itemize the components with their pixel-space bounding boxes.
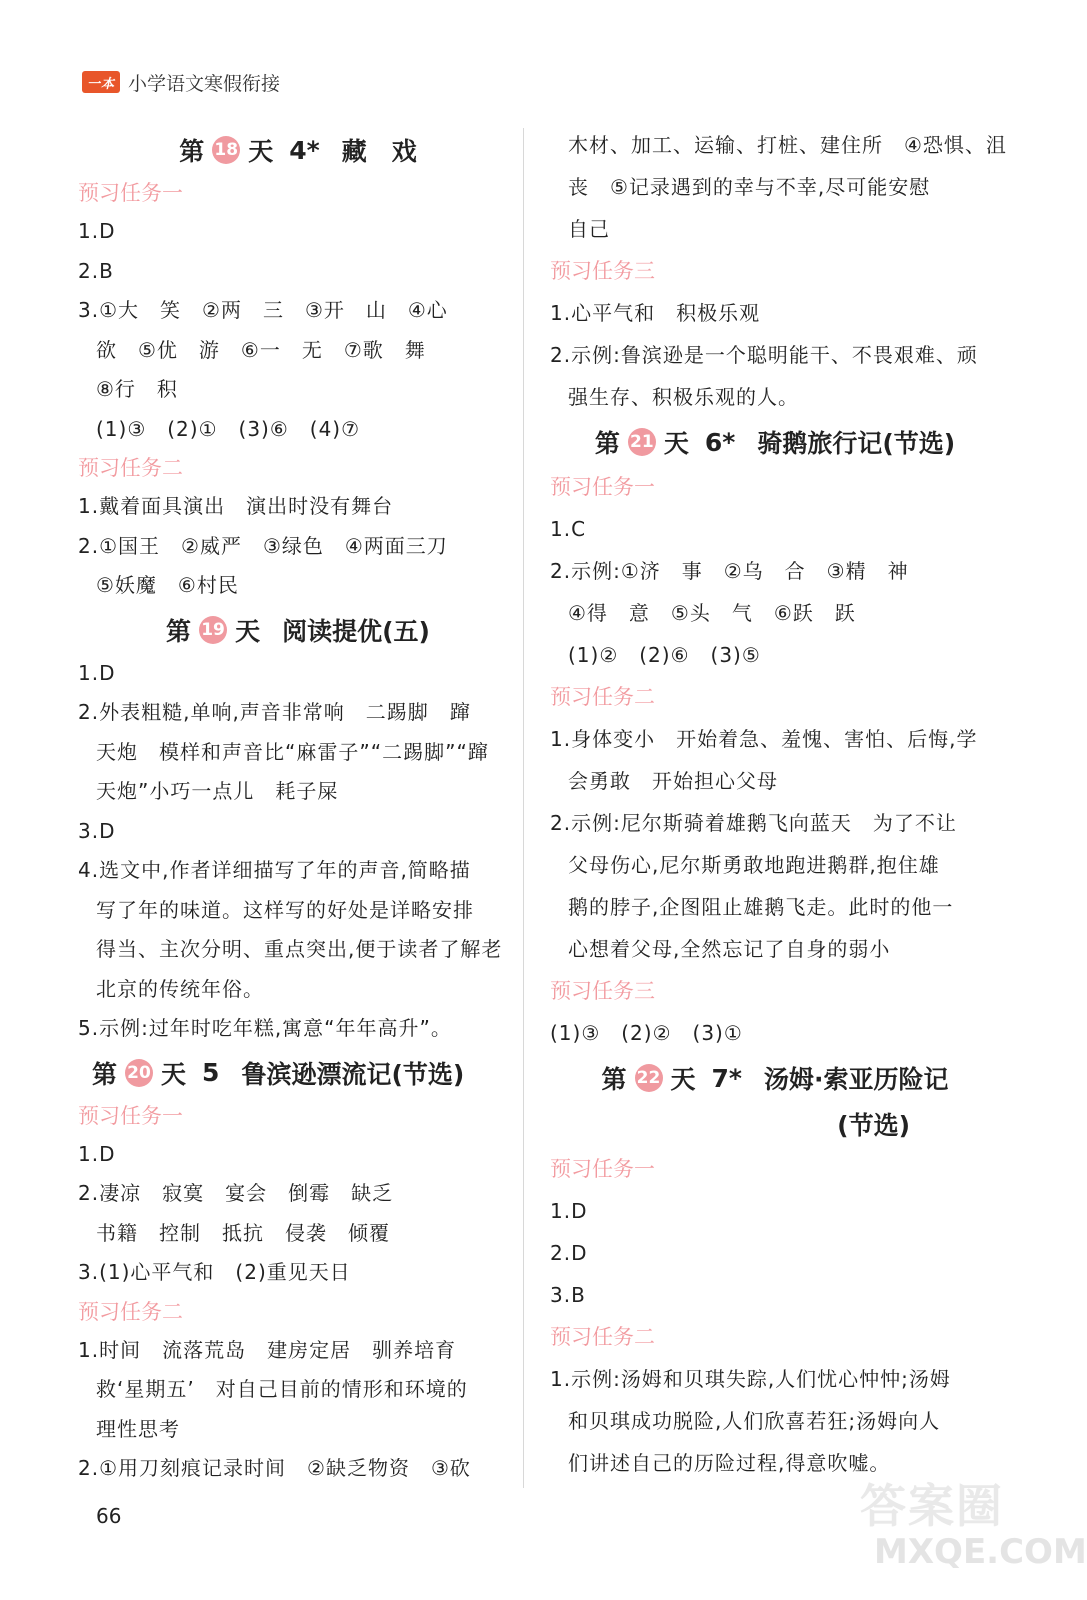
answer-line: 木材、加工、运输、打桩、建住所 ④恐惧、沮 xyxy=(568,133,1007,157)
day-heading-19: 第 19 天 阅读提优(五) xyxy=(78,608,518,652)
answer-line: (1)③ (2)① (3)⑥ (4)⑦ xyxy=(96,416,361,441)
book-title: 小学语文寒假衔接 xyxy=(128,72,281,95)
answer-line: ④得 意 ⑤头 气 ⑥跃 跃 xyxy=(568,601,856,625)
lesson-number: 7* xyxy=(711,1063,742,1093)
answer-line: 会勇敢 开始担心父母 xyxy=(568,769,778,793)
answer-line: 1.心平气和 积极乐观 xyxy=(550,301,761,325)
answer-line: 2.B xyxy=(78,258,114,283)
answer-line: 3.B xyxy=(550,1283,586,1307)
answer-line: 1.C xyxy=(550,517,587,541)
left-column xyxy=(78,126,518,1489)
answer-line: 1.D xyxy=(550,1199,588,1223)
answer-line: ⑤妖魔 ⑥村民 xyxy=(96,573,239,597)
answer-line: 父母伤心,尼尔斯勇敢地跑进鹅群,抱住雄 xyxy=(568,853,940,877)
answer-line: 3.D xyxy=(78,818,116,843)
answer-line: 4.选文中,作者详细描写了年的声音,简略描 xyxy=(78,858,471,882)
answer-line: 得当、主次分明、重点突出,便于读者了解老 xyxy=(96,937,503,961)
page-header xyxy=(82,64,280,100)
answer-line: 1.身体变小 开始着急、羞愧、害怕、后悔,学 xyxy=(550,727,978,751)
day-badge: 20 xyxy=(125,1059,153,1087)
task-heading: 预习任务二 xyxy=(78,1299,183,1324)
lesson-title: 鲁滨逊漂流记(节选) xyxy=(241,1059,465,1089)
answer-line: 心想着父母,全然忘记了自身的弱小 xyxy=(568,937,891,961)
day-heading-20: 第 20 天 5 鲁滨逊漂流记(节选) xyxy=(78,1051,518,1095)
task-heading: 预习任务二 xyxy=(550,685,655,709)
lesson-number: 5 xyxy=(202,1058,220,1087)
answer-line: 强生存、积极乐观的人。 xyxy=(568,385,799,409)
answer-line: 3.(1)心平气和 (2)重见天日 xyxy=(78,1260,351,1284)
answer-line: ⑧行 积 xyxy=(96,377,178,401)
task-heading: 预习任务一 xyxy=(550,475,655,499)
day-heading-21: 第 21 天 6* 骑鹅旅行记(节选) xyxy=(550,420,1000,464)
answer-line: (1)② (2)⑥ (3)⑤ xyxy=(568,643,761,667)
watermark-url: MXQE.COM xyxy=(874,1532,1087,1572)
task-heading: 预习任务三 xyxy=(550,259,655,283)
answer-line: 北京的传统年俗。 xyxy=(96,976,264,1001)
answer-line: 2.示例:鲁滨逊是一个聪明能干、不畏艰难、顽 xyxy=(550,343,978,367)
answer-line: 1.戴着面具演出 演出时没有舞台 xyxy=(78,494,394,518)
answer-line: 2.①国王 ②威严 ③绿色 ④两面三刀 xyxy=(78,533,448,558)
answer-line: 2.①用刀刻痕记录时间 ②缺乏物资 ③砍 xyxy=(78,1456,471,1480)
lesson-title: 汤姆·索亚历险记 xyxy=(764,1065,949,1094)
lesson-title-continued: (节选) xyxy=(837,1111,910,1140)
task-heading: 预习任务一 xyxy=(550,1157,655,1181)
answer-line: (1)③ (2)② (3)① xyxy=(550,1021,743,1045)
answer-line: 们讲述自己的历险过程,得意吹嘘。 xyxy=(568,1451,891,1475)
task-heading: 预习任务一 xyxy=(78,181,183,205)
answer-line: 2.凄凉 寂寞 宴会 倒霉 缺乏 xyxy=(78,1181,394,1205)
task-heading: 预习任务三 xyxy=(550,979,655,1003)
brand-logo: 一本 xyxy=(82,71,120,93)
answer-line: 2.外表粗糙,单响,声音非常响 二踢脚 蹿 xyxy=(78,700,471,724)
watermark-text: 答案圈 xyxy=(860,1479,1004,1533)
day-badge: 22 xyxy=(635,1064,663,1092)
answer-line: 2.D xyxy=(550,1241,588,1265)
answer-line: 和贝琪成功脱险,人们欣喜若狂;汤姆向人 xyxy=(568,1409,941,1433)
answer-line: 1.D xyxy=(78,1141,116,1166)
task-heading: 预习任务二 xyxy=(550,1325,655,1349)
answer-line: 鹅的脖子,企图阻止雄鹅飞走。此时的他一 xyxy=(568,895,954,919)
column-divider xyxy=(523,128,524,1488)
answer-line: 救‘星期五’ 对自己目前的情形和环境的 xyxy=(96,1377,468,1401)
day-heading-22: 第 22 天 7* 汤姆·索亚历险记 xyxy=(550,1056,1000,1100)
answer-line: 3.①大 笑 ②两 三 ③开 山 ④心 xyxy=(78,298,448,322)
day-badge: 18 xyxy=(212,136,240,164)
answer-line: 理性思考 xyxy=(96,1416,180,1441)
answer-line: 1.时间 流落荒岛 建房定居 驯养培育 xyxy=(78,1337,457,1362)
answer-line: 写了年的味道。这样写的好处是详略安排 xyxy=(96,897,474,922)
day-badge: 21 xyxy=(628,428,656,456)
day-badge: 19 xyxy=(199,616,227,644)
lesson-title: 藏 戏 xyxy=(341,137,417,166)
lesson-title: 阅读提优(五) xyxy=(282,616,430,646)
answer-line: 书籍 控制 抵抗 侵袭 倾覆 xyxy=(96,1220,390,1245)
answer-line: 天炮 模样和声音比“麻雷子”“二踢脚”“蹿 xyxy=(96,739,489,764)
answer-line: 1.D xyxy=(78,219,116,243)
right-column xyxy=(550,124,1007,1484)
answer-line: 天炮”小巧一点儿 耗子屎 xyxy=(96,779,339,803)
task-heading: 预习任务一 xyxy=(78,1103,183,1128)
watermark xyxy=(860,1470,1087,1590)
day-heading-18: 第 18 天 4* 藏 戏 xyxy=(78,128,518,172)
task-heading: 预习任务二 xyxy=(78,456,183,480)
answer-line: 2.示例:①济 事 ②乌 合 ③精 神 xyxy=(550,559,909,583)
lesson-number: 4* xyxy=(289,135,320,165)
lesson-number: 6* xyxy=(704,427,736,457)
answer-line: 丧 ⑤记录遇到的幸与不幸,尽可能安慰 xyxy=(568,175,931,199)
answer-line: 1.D xyxy=(78,660,116,685)
answer-line: 欲 ⑤优 游 ⑥一 无 ⑦歌 舞 xyxy=(96,337,426,362)
answer-line: 2.示例:尼尔斯骑着雄鹅飞向蓝天 为了不让 xyxy=(550,811,957,835)
answer-line: 1.示例:汤姆和贝琪失踪,人们忧心忡忡;汤姆 xyxy=(550,1367,951,1391)
answer-line: 5.示例:过年时吃年糕,寓意“年年高升”。 xyxy=(78,1016,452,1040)
answer-line: 自己 xyxy=(568,217,610,241)
lesson-title: 骑鹅旅行记(节选) xyxy=(757,429,956,458)
page-number: 66 xyxy=(96,1504,122,1528)
